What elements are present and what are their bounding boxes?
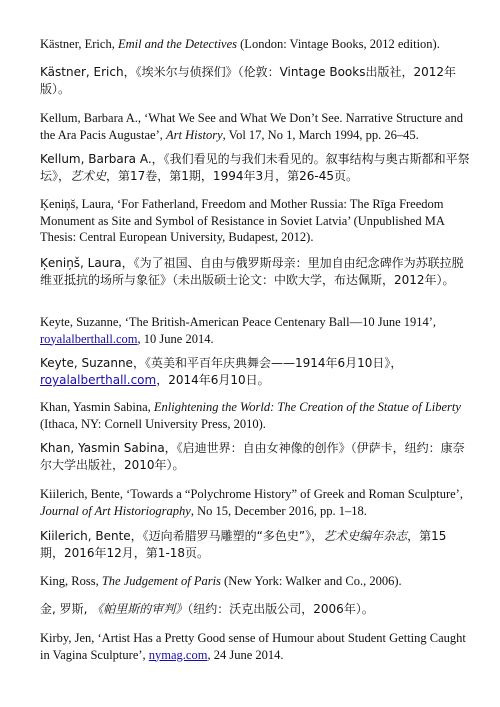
bibliography-entry: Kästner, Erich，《埃米尔与侦探们》（伦敦：Vintage Books出版社，2012年版）。 [40,65,456,96]
bibliography-entry: Kästner, Erich, Emil and the Detectives (London: Vintage Books, 2012 edition). [40,37,440,51]
bibliography-entry: Kirby, Jen, ‘Artist Has a Pretty Good sense of Humour about Student Getting Caught in Vagina Sculpture’, nymag.com, 24 June 2014. [40,631,466,662]
bibliography-entry: King, Ross, The Judgement of Paris (New York: Walker and Co., 2006). [40,574,402,588]
bibliography-entry: Ķeniņš, Laura，《为了祖国、自由与俄罗斯母亲：里加自由纪念碑作为苏联拉脱维亚抵抗的场所与象征》（未出版硕士论文：中欧大学，布达佩斯，2012年）。 [40,256,464,287]
royalalberthall-link[interactable]: royalalberthall.com [40,373,157,387]
bibliography-entry: Ķeniņš, Laura, ‘For Fatherland, Freedom and Mother Russia: The Rīga Freedom Monument as Site and Symbol of Resistance in Soviet Latvia’ (Unpublished MA Thesis: Central European University, Budapest, 2012). [40,197,445,244]
bibliography-entry: Kellum, Barbara A., ‘What We See and What We Don’t See. Narrative Structure and the Ara Pacis Augustae’, Art History, Vol 17, No 1, March 1994, pp. 26–45. [40,111,463,142]
royalalberthall-link[interactable]: royalalberthall.com [40,331,138,346]
bibliography-entry: Khan, Yasmin Sabina, Enlightening the World: The Creation of the Statue of Liberty (Ithaca, NY: Cornell University Press, 2010). [40,400,461,431]
bibliography-entry: Keyte, Suzanne, ‘The British-American Peace Centenary Ball—10 June 1914’, royalalberthall.com, 10 June 2014. [40,315,437,346]
bibliography-entry: Kellum, Barbara A.，《我们看见的与我们未看见的。叙事结构与奥古斯都和平祭坛》，艺术史，第17卷，第1期，1994年3月，第26-45页。 [40,152,470,183]
bibliography-entry: Kiilerich, Bente，《迈向希腊罗马雕塑的“多色史”》，艺术史编年杂志，第15期，2016年12月，第1-18页。 [40,529,447,560]
nymag-link[interactable]: nymag.com [148,647,208,662]
bibliography-entry: 金, 罗斯, 《帕里斯的审判》（纽约：沃克出版公司，2006年）。 [40,602,374,616]
bibliography-entry: Kiilerich, Bente, ‘Towards a “Polychrome History” of Greek and Roman Sculpture’, Journal of Art Historiography, No 15, December 2016, pp. 1–18. [40,487,463,518]
bibliography-entry: Keyte, Suzanne，《英美和平百年庆典舞会——1914年6月10日》，royalalberthall.com，2014年6月10日。 [40,356,403,387]
bibliography-entry: Khan, Yasmin Sabina，《启迪世界：自由女神像的创作》（伊萨卡，纽约：康奈尔大学出版社，2010年）。 [40,441,465,472]
